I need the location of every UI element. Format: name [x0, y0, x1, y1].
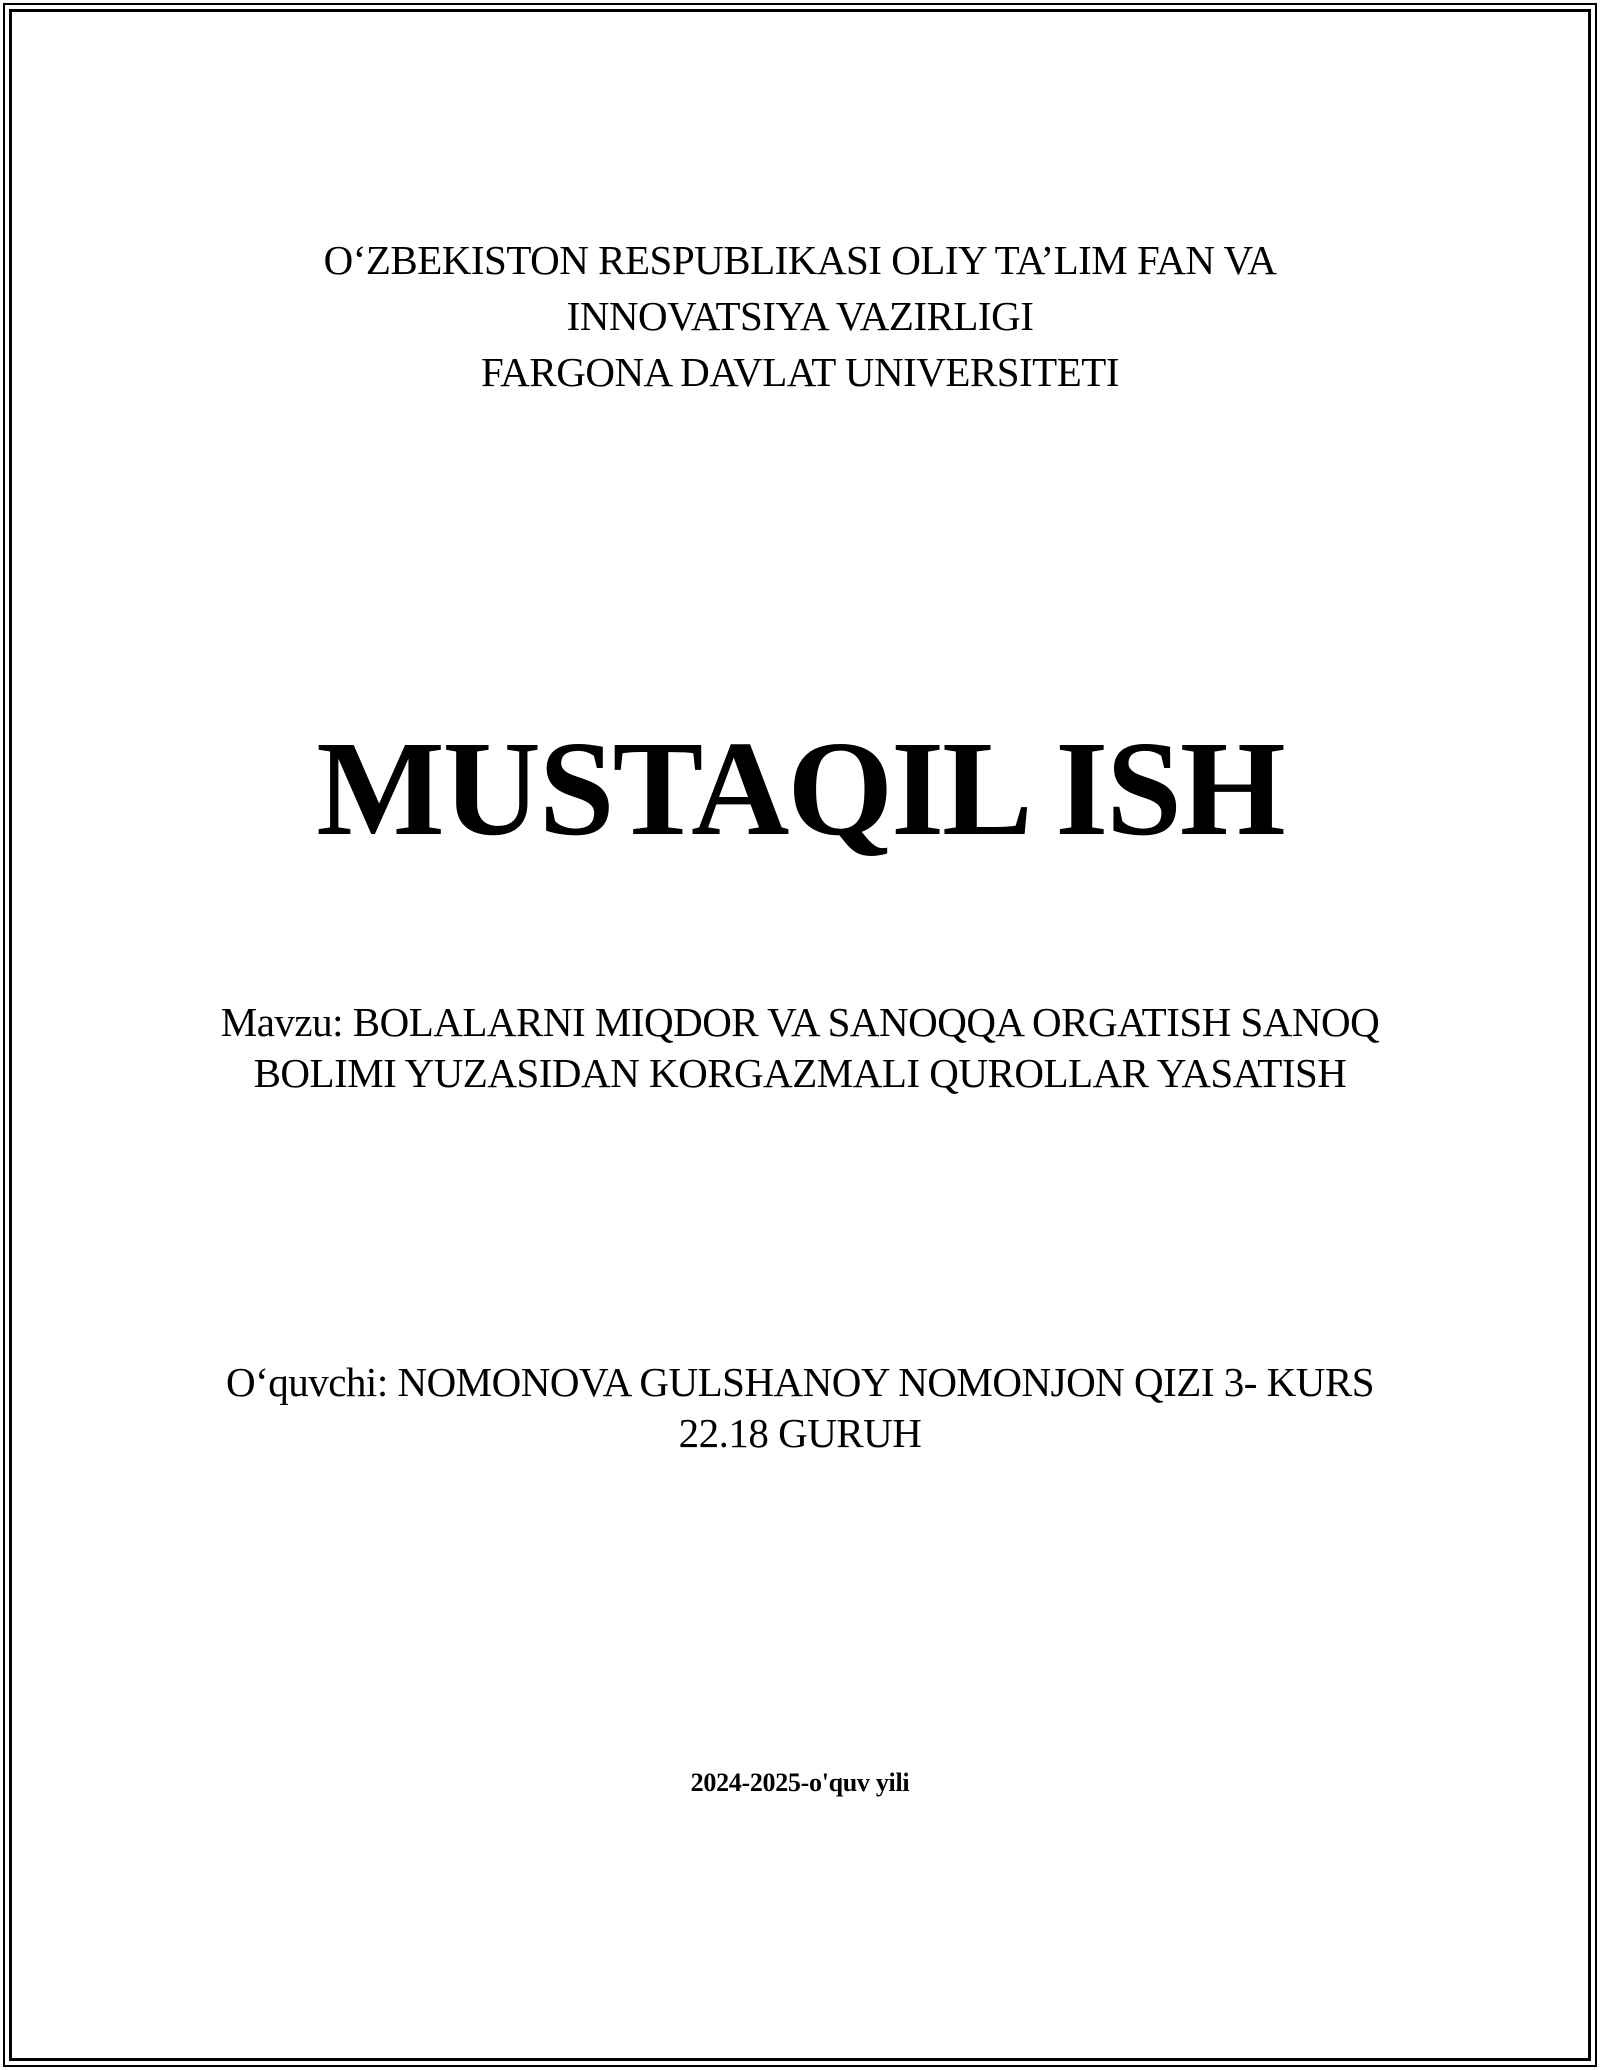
ministry-header-line1: O‘ZBEKISTON RESPUBLIKASI OLIY TA’LIM FAN VA: [323, 237, 1277, 283]
ministry-header: [60, 232, 1540, 400]
student-group-line: 22.18 GURUH: [678, 1410, 922, 1456]
topic-block: [60, 997, 1540, 1099]
document-title: MUSTAQIL ISH: [316, 714, 1284, 864]
topic-line1: Mavzu: BOLALARNI MIQDOR VA SANOQQA ORGATISH SANOQ: [220, 999, 1380, 1045]
student-block: [60, 1357, 1540, 1459]
academic-year: 2024-2025-o'quv yili: [690, 1768, 910, 1797]
topic-line2: BOLIMI YUZASIDAN KORGAZMALI QUROLLAR YASATISH: [253, 1050, 1347, 1096]
student-name-line: O‘quvchi: NOMONOVA GULSHANOY NOMONJON QIZI 3- KURS: [225, 1359, 1375, 1405]
ministry-header-line2: INNOVATSIYA VAZIRLIGI: [566, 293, 1034, 339]
university-name: FARGONA DAVLAT UNIVERSITETI: [481, 349, 1119, 395]
